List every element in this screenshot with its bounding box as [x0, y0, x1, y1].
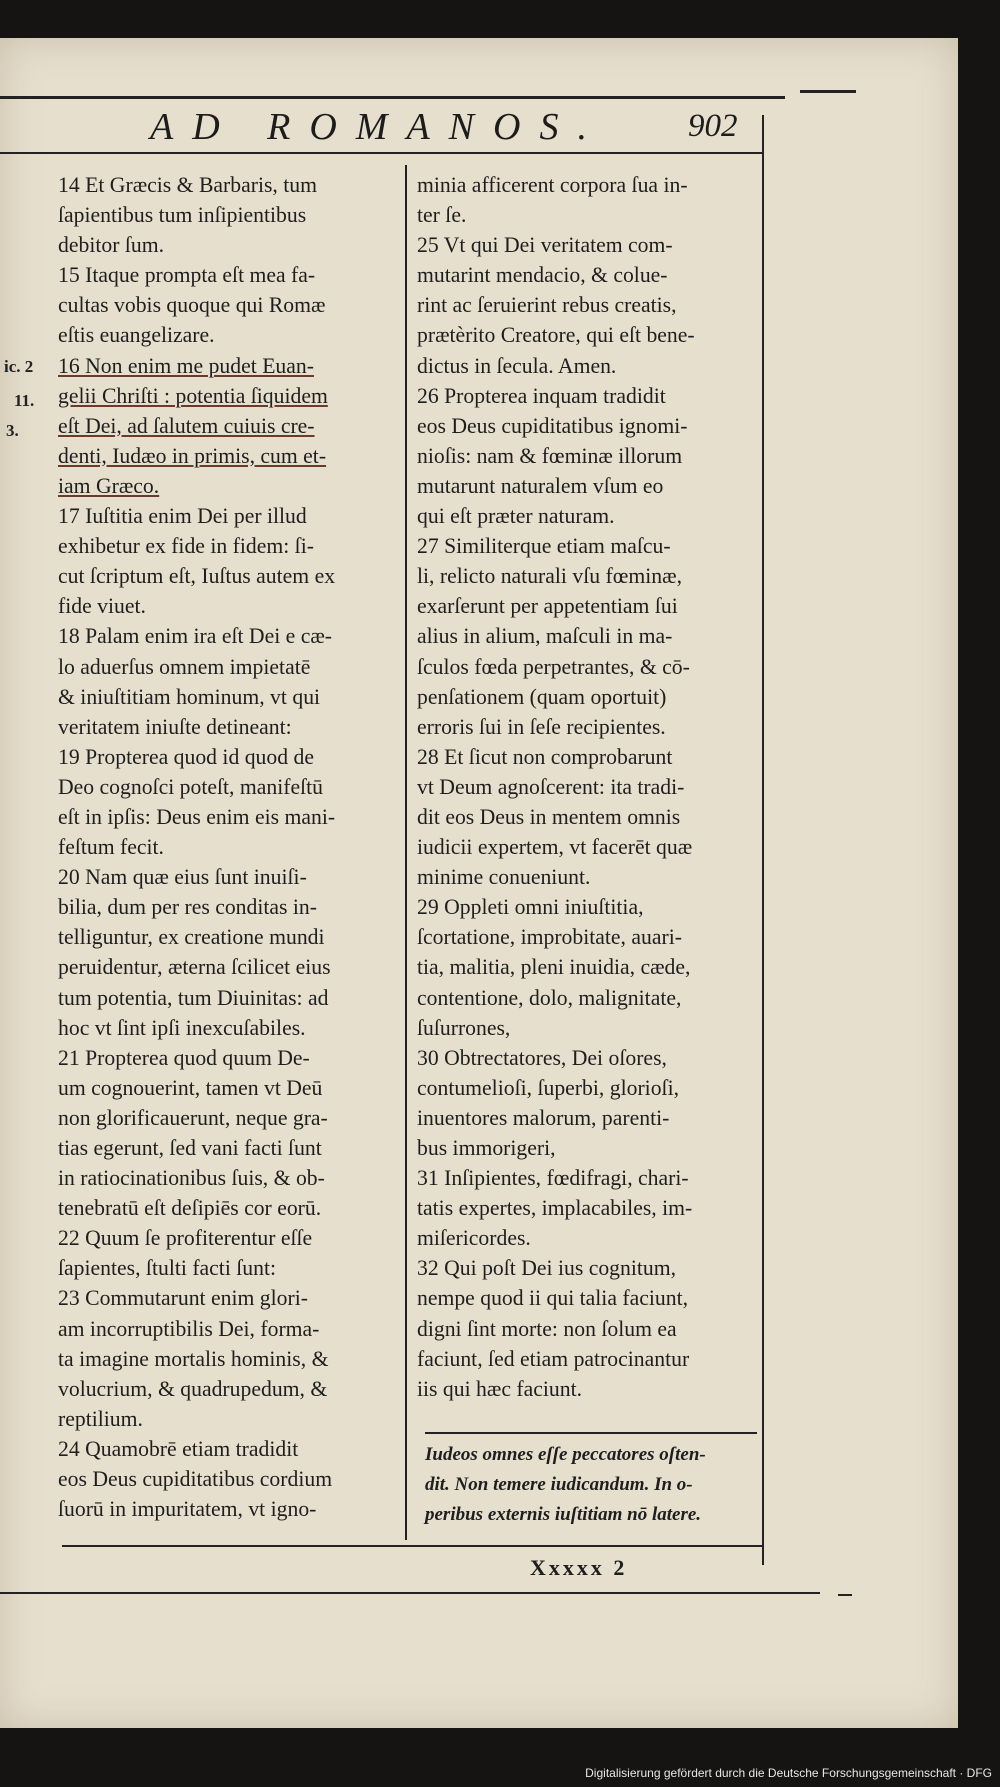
note-line: peribus externis iuſtitiam nō latere.: [425, 1504, 702, 1525]
text-line: debitor ſum.: [58, 233, 165, 258]
text-line: nioſis: nam & fœminæ illorum: [417, 443, 683, 468]
text-line: iis qui hæc faciunt.: [417, 1376, 583, 1401]
text-line: tia, malitia, pleni inuidia, cæde,: [417, 955, 691, 980]
text-line: minia afficerent corpora ſua in-: [417, 173, 688, 197]
text-line: tum potentia, tum Diuinitas: ad: [58, 985, 329, 1010]
text-line: mutarunt naturalem vſum eo: [417, 473, 664, 498]
text-line: 18 Palam enim ira eſt Dei e cæ-: [58, 624, 333, 649]
text-line: erroris ſui in ſeſe recipientes.: [417, 714, 666, 739]
text-line: volucrium, & quadrupedum, &: [58, 1376, 328, 1401]
text-line: eos Deus cupiditatibus cordium: [58, 1467, 333, 1492]
text-line: 27 Similiterque etiam maſcu-: [417, 534, 671, 559]
text-line: gelii Chriſti : potentia ſiquidem: [58, 383, 328, 408]
text-line: feſtum fecit.: [58, 835, 164, 860]
text-line: telliguntur, ex creatione mundi: [58, 925, 325, 950]
text-line: hoc vt ſint ipſi inexcuſabiles.: [58, 1015, 306, 1040]
text-line: 21 Propterea quod quum De-: [58, 1045, 310, 1070]
text-line: exarſerunt per appetentiam ſui: [417, 594, 678, 619]
chapter-summary-note: [425, 1440, 765, 1530]
text-line: cultas vobis quoque qui Romæ: [58, 293, 326, 318]
right-text-column: [417, 170, 762, 1404]
margin-note: ic. 2: [4, 357, 34, 376]
text-line: 14 Et Græcis & Barbaris, tum: [58, 173, 318, 197]
text-line: ſapientibus tum inſipientibus: [58, 203, 307, 228]
text-line: inuentores malorum, parenti-: [417, 1105, 670, 1130]
underlined-verse-16: [58, 351, 403, 501]
text-line: 24 Quamobrē etiam tradidit: [58, 1436, 299, 1461]
text-line: lo aduerſus omnem impietatē: [58, 654, 311, 679]
text-line: vt Deum agnoſcerent: ita tradi-: [417, 774, 685, 799]
text-line: tatis expertes, implacabiles, im-: [417, 1196, 693, 1221]
text-line: 17 Iuſtitia enim Dei per illud: [58, 504, 307, 529]
text-line: 28 Et ſicut non comprobarunt: [417, 744, 673, 769]
text-line: li, relicto naturali vſu fœminæ,: [417, 564, 683, 589]
text-line: 32 Qui poſt Dei ius cognitum,: [417, 1256, 677, 1281]
text-line: um cognouerint, tamen vt Deū: [58, 1075, 323, 1100]
right-border-rule: [762, 115, 764, 1565]
left-text-column: [58, 170, 403, 1524]
text-line: qui eſt præter naturam.: [417, 504, 615, 529]
text-line: dit eos Deus in mentem omnis: [417, 804, 681, 829]
text-line: eſt Dei, ad ſalutem cuiuis cre-: [58, 413, 315, 438]
text-line: denti, Iudæo in primis, cum et-: [58, 443, 327, 468]
header-top-rule: [0, 96, 785, 99]
text-line: rint ac ſeruierint rebus creatis,: [417, 293, 677, 318]
text-line: 31 Inſipientes, fœdifragi, chari-: [417, 1166, 689, 1191]
margin-note: 11.: [14, 391, 35, 410]
text-line: fide viuet.: [58, 594, 146, 619]
text-line: prætèrito Creatore, qui eſt bene-: [417, 323, 695, 348]
text-line: tenebratū eſt deſipiēs cor eorū.: [58, 1196, 322, 1221]
running-head-title: AD ROMANOS.: [150, 106, 606, 148]
text-line: eſtis euangelizare.: [58, 323, 215, 348]
text-line: bus immorigeri,: [417, 1136, 556, 1160]
text-line: contumelioſi, ſuperbi, glorioſi,: [417, 1075, 680, 1100]
note-top-rule: [425, 1432, 757, 1434]
bottom-rule: [62, 1545, 762, 1547]
text-line: 19 Propterea quod id quod de: [58, 744, 314, 769]
text-line: alius in alium, maſculi in ma-: [417, 624, 673, 649]
text-line: ſuſurrones,: [417, 1015, 511, 1040]
note-line: dit. Non temere iudicandum. In o-: [425, 1474, 693, 1495]
text-line: veritatem iniuſte detineant:: [58, 714, 292, 739]
text-line: contentione, dolo, malignitate,: [417, 985, 682, 1010]
text-line: 30 Obtrectatores, Dei oſores,: [417, 1045, 667, 1070]
text-line: cut ſcriptum eſt, Iuſtus autem ex: [58, 564, 336, 589]
text-line: 29 Oppleti omni iniuſtitia,: [417, 895, 644, 920]
text-line: nempe quod ii qui talia faciunt,: [417, 1286, 689, 1311]
text-line: miſericordes.: [417, 1226, 531, 1251]
header-right-rule: [800, 90, 856, 93]
text-line: dictus in ſecula. Amen.: [417, 353, 617, 378]
page-number: 902: [688, 108, 738, 144]
text-line: iudicii expertem, vt facerēt quæ: [417, 835, 693, 860]
text-line: iam Græco.: [58, 473, 160, 498]
signature-mark: Xxxxx 2: [530, 1555, 628, 1580]
text-line: 22 Quum ſe profiterentur eſſe: [58, 1226, 313, 1251]
text-line: 15 Itaque prompta eſt mea fa-: [58, 263, 316, 288]
text-line: & iniuſtitiam hominum, vt qui: [58, 684, 321, 709]
text-line: Deo cognoſci poteſt, manifeſtū: [58, 774, 323, 799]
text-line: faciunt, ſed etiam patrocinantur: [417, 1346, 690, 1371]
text-line: penſationem (quam oportuit): [417, 684, 667, 709]
text-line: 25 Vt qui Dei veritatem com-: [417, 233, 673, 258]
footer-rule: [0, 1592, 820, 1594]
text-line: ſculos fœda perpetrantes, & cō-: [417, 654, 690, 679]
text-line: peruidentur, æterna ſcilicet eius: [58, 955, 331, 980]
text-line: tias egerunt, ſed vani facti ſunt: [58, 1136, 322, 1160]
text-line: ſcortatione, improbitate, auari-: [417, 925, 682, 950]
text-line: reptilium.: [58, 1406, 143, 1431]
text-line: eos Deus cupiditatibus ignomi-: [417, 413, 688, 438]
note-line: Iudeos omnes eſſe peccatores oſten-: [425, 1444, 706, 1465]
text-line: ſapientes, ſtulti facti ſunt:: [58, 1256, 277, 1281]
text-line: bilia, dum per res conditas in-: [58, 895, 317, 920]
text-line: ta imagine mortalis hominis, &: [58, 1346, 329, 1371]
text-line: 23 Commutarunt enim glori-: [58, 1286, 308, 1311]
text-line: ſuorū in impuritatem, vt igno-: [58, 1497, 317, 1522]
column-divider: [405, 165, 407, 1540]
text-line: exhibetur ex fide in fidem: ſi-: [58, 534, 314, 559]
text-line: mutarint mendacio, & colue-: [417, 263, 668, 288]
text-line: non glorificauerunt, neque gra-: [58, 1105, 328, 1130]
footer-rule-right: [838, 1594, 852, 1596]
text-line: am incorruptibilis Dei, forma-: [58, 1316, 320, 1341]
text-line: ter ſe.: [417, 203, 467, 228]
text-line: digni ſint morte: non ſolum ea: [417, 1316, 677, 1341]
digitization-credit: Digitalisierung gefördert durch die Deutsche Forschungsgemeinschaft · DFG: [585, 1766, 992, 1780]
text-line: 20 Nam quæ eius ſunt inuiſi-: [58, 865, 307, 890]
text-line: 16 Non enim me pudet Euan-: [58, 353, 314, 378]
text-line: eſt in ipſis: Deus enim eis mani-: [58, 804, 336, 829]
text-line: in ratiocinationibus ſuis, & ob-: [58, 1166, 325, 1191]
text-line: 26 Propterea inquam tradidit: [417, 383, 666, 408]
header-bottom-rule: [0, 152, 762, 154]
text-line: minime conueniunt.: [417, 865, 591, 890]
margin-note: 3.: [6, 421, 19, 440]
